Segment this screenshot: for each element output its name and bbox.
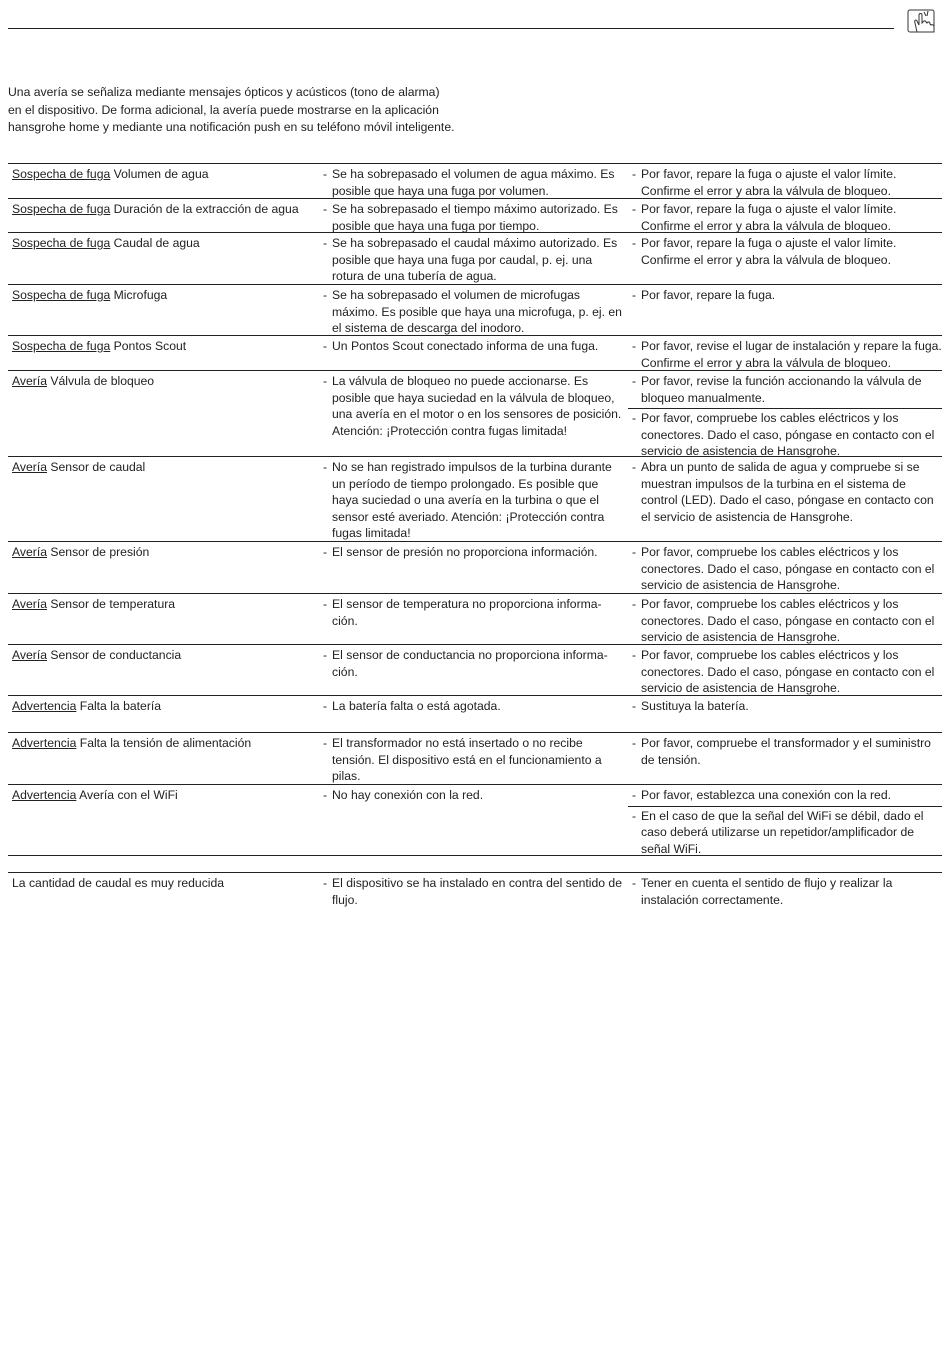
intro-paragraph	[8, 84, 488, 137]
group-separator	[8, 855, 942, 856]
hand-pointing-icon	[905, 7, 939, 35]
intro-line: en el dispositivo. De forma adicional, la avería puede mostrarse en la aplicación	[8, 102, 439, 117]
fault-category: Avería	[12, 545, 48, 559]
fault-name: Volumen de agua	[110, 167, 209, 181]
fault-cause	[321, 647, 626, 680]
fault-remedy	[630, 459, 942, 525]
fault-category: Avería	[12, 374, 48, 388]
fault-label	[12, 201, 312, 218]
fault-label	[12, 647, 312, 664]
remedy-item: - Por favor, compruebe los cables eléctricos y los conectores. Dado el caso, póngase en contacto con el servicio de asistencia de Hansgrohe.	[628, 408, 942, 460]
fault-cause	[321, 596, 626, 629]
intro-line: hansgrohe home y mediante una notificación push en su teléfono móvil inteligente.	[8, 120, 455, 134]
intro-line: Una avería se señaliza mediante mensajes ópticos y acústicos (tono de alarma)	[8, 85, 440, 99]
fault-cause	[321, 235, 626, 285]
fault-name: Duración de la extracción de agua	[110, 202, 299, 216]
table-row	[8, 732, 942, 784]
fault-label	[12, 459, 312, 476]
fault-cause	[321, 787, 626, 804]
fault-name: La cantidad de caudal es muy reducida	[12, 876, 225, 890]
table-row	[8, 644, 942, 695]
fault-category: Advertencia	[12, 736, 77, 750]
remedy-item: - Por favor, repare la fuga o ajuste el valor límite. Confirme el error y abra la válvula de bloqueo.	[630, 201, 942, 234]
remedy-item: - Abra un punto de salida de agua y compruebe si se muestran impulsos de la turbina en el sistema de control (LED). Dado el caso, póngase en contacto con el servicio de asistencia de Hansgrohe.	[630, 459, 942, 525]
fault-label	[12, 235, 312, 252]
fault-remedy	[630, 338, 942, 371]
fault-cause	[321, 166, 626, 199]
fault-name: Avería con el WiFi	[76, 788, 178, 802]
fault-name: Sensor de temperatura	[47, 597, 176, 611]
fault-category: Sospecha de fuga	[12, 167, 111, 181]
cause-item: - El sensor de temperatura no proporciona informa-ción.	[321, 596, 626, 629]
fault-remedy	[630, 373, 942, 460]
table-row	[8, 541, 942, 593]
fault-label	[12, 544, 312, 561]
fault-category: Sospecha de fuga	[12, 288, 111, 302]
fault-remedy	[630, 787, 942, 857]
fault-name: Falta la tensión de alimentación	[76, 736, 252, 750]
cause-item: - Se ha sobrepasado el volumen de microfugas máximo. Es posible que haya una microfuga, p. ej. en el sistema de descarga del inodoro.	[321, 287, 626, 337]
remedy-item: - Por favor, revise la función accionando la válvula de bloqueo manualmente.	[630, 373, 942, 406]
remedy-item: - En el caso de que la señal del WiFi se débil, dado el caso deberá utilizarse un repetidor/amplificador de señal WiFi.	[628, 806, 942, 858]
fault-label	[12, 596, 312, 613]
fault-cause	[321, 373, 626, 439]
table-row	[8, 593, 942, 644]
cause-item: - Se ha sobrepasado el caudal máximo autorizado. Es posible que haya una fuga por caudal, p. ej. una rotura de una tubería de agua.	[321, 235, 626, 285]
fault-cause	[321, 287, 626, 337]
remedy-item: - Por favor, compruebe los cables eléctricos y los conectores. Dado el caso, póngase en contacto con el servicio de asistencia de Hansgrohe.	[630, 544, 942, 594]
fault-name: Pontos Scout	[110, 339, 187, 353]
fault-name: Sensor de presión	[47, 545, 150, 559]
cause-item: - Se ha sobrepasado el tiempo máximo autorizado. Es posible que haya una fuga por tiempo.	[321, 201, 626, 234]
table-row	[8, 695, 942, 732]
fault-cause	[321, 735, 626, 785]
fault-remedy	[630, 287, 942, 304]
fault-category: Sospecha de fuga	[12, 339, 111, 353]
remedy-item: - Por favor, repare la fuga o ajuste el valor límite. Confirme el error y abra la válvula de bloqueo.	[630, 166, 942, 199]
table-row	[8, 198, 942, 232]
fault-remedy	[630, 166, 942, 199]
table-row	[8, 232, 942, 284]
cause-item: - La batería falta o está agotada.	[321, 698, 626, 715]
fault-category: Avería	[12, 648, 48, 662]
fault-name: Caudal de agua	[110, 236, 200, 250]
fault-label	[12, 373, 312, 390]
remedy-item: - Por favor, compruebe los cables eléctricos y los conectores. Dado el caso, póngase en contacto con el servicio de asistencia de Hansgrohe.	[630, 596, 942, 646]
fault-label	[12, 735, 312, 752]
fault-remedy	[630, 698, 942, 715]
fault-cause	[321, 201, 626, 234]
fault-name: Sensor de conductancia	[47, 648, 182, 662]
cause-item: - El sensor de presión no proporciona información.	[321, 544, 626, 561]
cause-item: - El dispositivo se ha instalado en contra del sentido de flujo.	[321, 875, 626, 908]
remedy-item: - Por favor, compruebe el transformador y el suministro de tensión.	[630, 735, 942, 768]
table-row	[8, 872, 942, 912]
remedy-item: - Por favor, repare la fuga.	[630, 287, 942, 304]
fault-label	[12, 698, 312, 715]
fault-name: Sensor de caudal	[47, 460, 146, 474]
remedy-item: - Por favor, establezca una conexión con la red.	[630, 787, 942, 804]
fault-category: Advertencia	[12, 788, 77, 802]
fault-label	[12, 787, 312, 804]
cause-item: - El sensor de conductancia no proporciona informa-ción.	[321, 647, 626, 680]
remedy-item: - Sustituya la batería.	[630, 698, 942, 715]
table-row	[8, 284, 942, 335]
cause-item: - El transformador no está insertado o no recibe tensión. El dispositivo está en el funcionamiento a pilas.	[321, 735, 626, 785]
fault-name: Microfuga	[110, 288, 168, 302]
fault-label	[12, 875, 312, 892]
fault-remedy	[630, 735, 942, 768]
remedy-item: - Por favor, revise el lugar de instalación y repare la fuga. Confirme el error y abra la válvula de bloqueo.	[630, 338, 942, 371]
fault-cause	[321, 338, 626, 355]
table-row	[8, 456, 942, 541]
fault-cause	[321, 459, 626, 542]
fault-category: Avería	[12, 597, 48, 611]
remedy-item: - Por favor, compruebe los cables eléctricos y los conectores. Dado el caso, póngase en contacto con el servicio de asistencia de Hansgrohe.	[630, 647, 942, 697]
fault-cause	[321, 698, 626, 715]
fault-cause	[321, 544, 626, 561]
table-row	[8, 163, 942, 198]
fault-label	[12, 287, 312, 304]
table-row	[8, 335, 942, 370]
cause-item: - No hay conexión con la red.	[321, 787, 626, 804]
cause-item: - Se ha sobrepasado el volumen de agua máximo. Es posible que haya una fuga por volumen.	[321, 166, 626, 199]
table-row	[8, 370, 942, 456]
cause-item: - Un Pontos Scout conectado informa de una fuga.	[321, 338, 626, 355]
fault-remedy	[630, 201, 942, 234]
fault-name: Falta la batería	[76, 699, 162, 713]
fault-remedy	[630, 596, 942, 646]
cause-item: - La válvula de bloqueo no puede accionarse. Es posible que haya suciedad en la válvula de bloqueo, una avería en el motor o en los sensores de posición. Atención: ¡Protección contra fugas limitada!	[321, 373, 626, 439]
remedy-item: - Tener en cuenta el sentido de flujo y realizar la instalación correctamente.	[630, 875, 942, 908]
fault-remedy	[630, 647, 942, 697]
fault-remedy	[630, 875, 942, 908]
fault-cause	[321, 875, 626, 908]
fault-category: Sospecha de fuga	[12, 236, 111, 250]
fault-category: Advertencia	[12, 699, 77, 713]
fault-label	[12, 166, 312, 183]
fault-category: Avería	[12, 460, 48, 474]
cause-item: - No se han registrado impulsos de la turbina durante un período de tiempo prolongado. Es posible que haya suciedad o una avería en la turbina o que el sensor esté averiado. Atención: ¡Protección contra fugas limitada!	[321, 459, 626, 542]
fault-remedy	[630, 235, 942, 268]
fault-category: Sospecha de fuga	[12, 202, 111, 216]
fault-name: Válvula de bloqueo	[47, 374, 155, 388]
table-row	[8, 784, 942, 854]
fault-remedy	[630, 544, 942, 594]
remedy-item: - Por favor, repare la fuga o ajuste el valor límite. Confirme el error y abra la válvula de bloqueo.	[630, 235, 942, 268]
header-rule	[8, 28, 894, 29]
fault-label	[12, 338, 312, 355]
